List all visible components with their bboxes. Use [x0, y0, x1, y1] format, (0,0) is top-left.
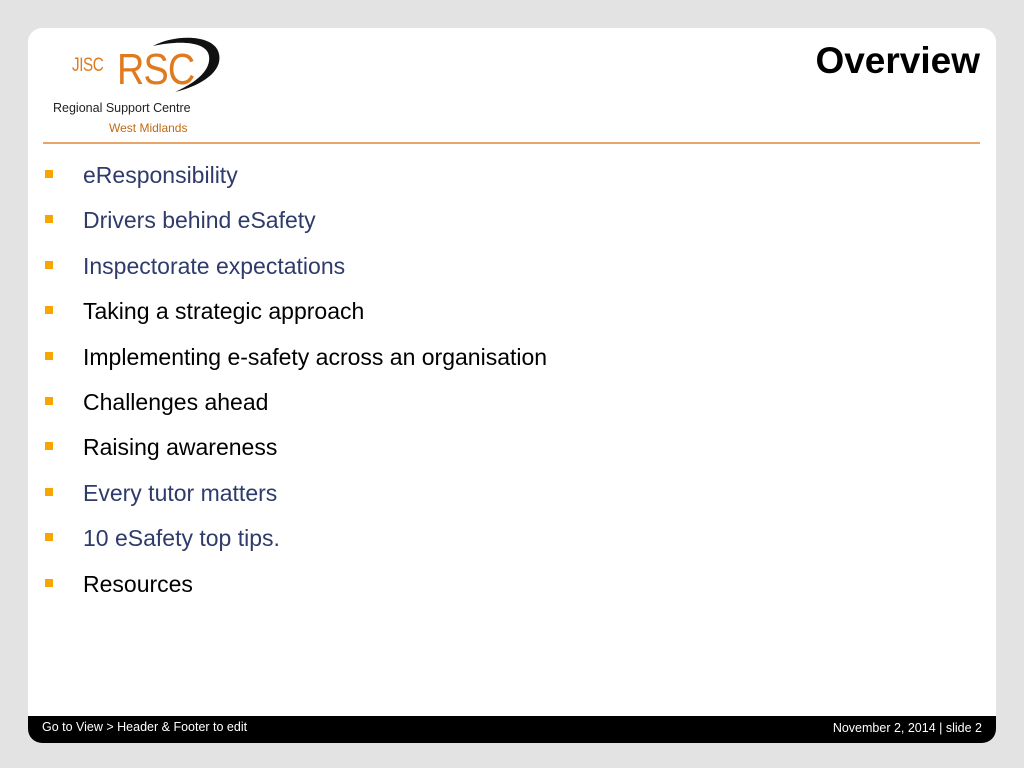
logo-region: West Midlands: [109, 121, 188, 135]
bullet-item: [43, 296, 547, 341]
bullet-item: [43, 432, 547, 477]
bullet-text: Implementing e-safety across an organisation: [83, 343, 548, 370]
slide-footer: [28, 716, 996, 743]
logo-jisc-text: JISC: [72, 55, 104, 76]
bullet-square-icon: [45, 488, 53, 496]
bullet-square-icon: [45, 215, 53, 223]
bullet-item: [43, 569, 547, 614]
bullet-text: eResponsibility: [83, 162, 238, 188]
footer-date-slide: November 2, 2014 | slide 2: [832, 721, 982, 735]
bullet-text: Drivers behind eSafety: [83, 207, 316, 234]
bullet-square-icon: [45, 170, 53, 178]
logo-rsc-text: RSC: [117, 45, 195, 94]
bullet-square-icon: [45, 306, 53, 314]
bullet-text: Inspectorate expectations: [83, 252, 346, 279]
logo-tagline: Regional Support Centre: [53, 101, 191, 115]
slide-title: Overview: [815, 40, 980, 81]
bullet-text: Taking a strategic approach: [83, 298, 365, 325]
title-divider: [43, 142, 980, 144]
bullet-text: Raising awareness: [83, 434, 278, 461]
logo-swoosh-icon: [145, 36, 225, 98]
bullet-item: [43, 387, 547, 432]
bullet-item: [43, 342, 547, 387]
bullet-square-icon: [45, 352, 53, 360]
bullet-square-icon: [45, 533, 53, 541]
bullet-item: [43, 160, 547, 205]
footer-left-text: Go to View > Header & Footer to edit: [42, 720, 248, 734]
bullet-item: [43, 523, 547, 568]
bullet-square-icon: [45, 579, 53, 587]
slide: [28, 28, 996, 743]
bullet-text: 10 eSafety top tips.: [83, 525, 280, 552]
bullet-square-icon: [45, 442, 53, 450]
rsc-logo: [53, 36, 243, 138]
bullet-square-icon: [45, 397, 53, 405]
bullet-item: [43, 205, 547, 250]
bullet-text: Challenges ahead: [83, 388, 269, 415]
bullet-item: [43, 478, 547, 523]
bullet-text: Resources: [83, 570, 193, 597]
bullet-text: Every tutor matters: [83, 479, 278, 506]
bullet-list: [43, 160, 547, 614]
bullet-item: [43, 251, 547, 296]
bullet-square-icon: [45, 261, 53, 269]
